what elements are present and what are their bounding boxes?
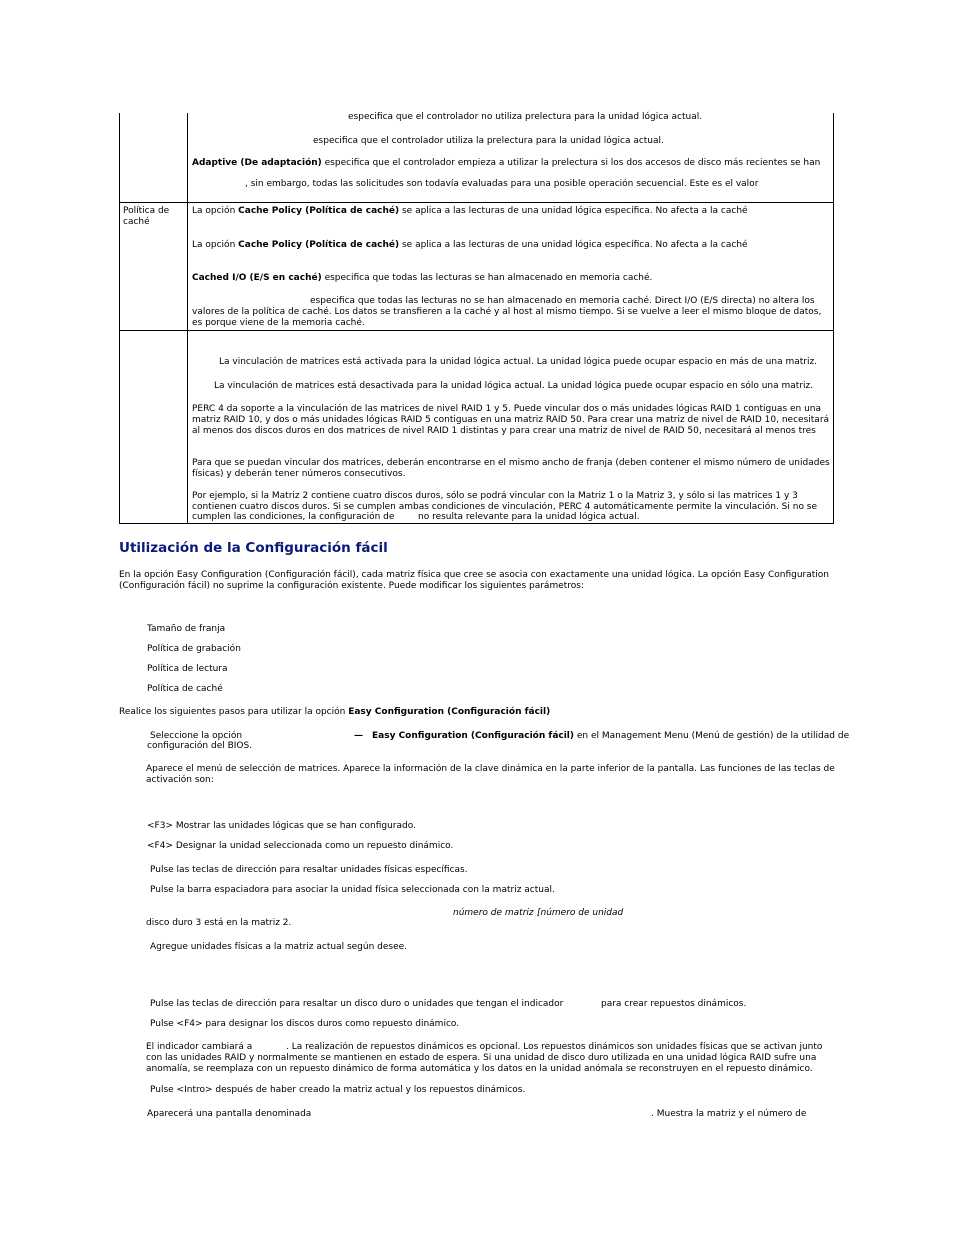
prefetch-adaptive-continued: , sin embargo, todas las solicitudes son todavía evaluadas para una posible operación secuencial. Este es el valor — [245, 179, 759, 189]
spanning-disabled-text: La vinculación de matrices está desactivada para la unidad lógica actual. La unidad lógica puede ocupar espacio en sólo una matriz. — [214, 381, 814, 391]
array-number-italic: número de matriz — [453, 908, 534, 918]
table-row-divider-1 — [119, 202, 834, 203]
cache-policy-paragraph-2: La opción Cache Policy (Política de caché) se aplica a las lecturas de una unidad lógica específica. No afecta a la caché — [192, 240, 748, 250]
table-row-divider-2 — [119, 330, 834, 331]
spanning-support-text: PERC 4 da soporte a la vinculación de las matrices de nivel RAID 1 y 5. Puede vincular dos o más unidades lógicas RAID 1 contiguas en una matriz RAID 10, y dos o más unidades lógicas RAID 5 contiguas en una matriz RAID 50. Para crear una matriz de nivel de RAID 10, necesitará al menos dos discos duros en dos matrices de nivel RAID 1 distintas y para crear una matriz de nivel de RAID 50, necesitará al menos tres — [192, 404, 830, 436]
prefetch-none-text: especifica que el controlador no utiliza prelectura para la unidad lógica actual. — [348, 112, 703, 122]
step-6-text: Pulse <F4> para designar los discos duros como repuesto dinámico. — [150, 1019, 460, 1029]
param-write-policy: Política de grabación — [147, 644, 241, 654]
prefetch-ahead-text: especifica que el controlador utiliza la prelectura para la unidad lógica actual. — [313, 136, 664, 146]
screen-note-continued: . Muestra la matriz y el número de — [651, 1109, 807, 1119]
step-1-dash: — — [354, 731, 363, 741]
cache-policy-label: Política de caché — [123, 206, 170, 227]
cache-policy-paragraph-1: La opción Cache Policy (Política de caché) se aplica a las lecturas de una unidad lógica específica. No afecta a la caché — [192, 206, 748, 216]
screen-note: Aparecerá una pantalla denominada — [147, 1109, 312, 1119]
spanning-example-line-3a: cumplen las condiciones, la configuración de — [192, 512, 395, 522]
step-1-text: Seleccione la opción — [150, 731, 243, 741]
step-3-text: Pulse la barra espaciadora para asociar la unidad física seleccionada con la matriz actual. — [150, 885, 555, 895]
spanning-example-line-2: contienen cuatro discos duros. Si se cumplen ambas condiciones de vinculación, PERC 4 automáticamente permite la vinculación. Si no se — [192, 502, 818, 512]
direct-io-continued: valores de la política de caché. Los datos se transfieren a la caché y al host al mismo tiempo. Si se vuelve a leer el mismo bloque de datos, es porque viene de la memoria caché. — [192, 307, 822, 328]
step-1-option: Easy Configuration (Configuración fácil) en el Management Menu (Menú de gestión) de la utilidad de — [372, 731, 850, 741]
prefetch-adaptive-text: Adaptive (De adaptación) especifica que el controlador empieza a utilizar la prelectura si los dos accesos de disco más recientes se han — [192, 158, 821, 168]
param-cache-policy: Política de caché — [147, 684, 223, 694]
step-5-text: Pulse las teclas de dirección para resaltar un disco duro o unidades que tengan el indicador — [150, 999, 564, 1009]
key-f4-text: <F4> Designar la unidad seleccionada como un repuesto dinámico. — [147, 841, 454, 851]
spanning-enabled-text: La vinculación de matrices está activada para la unidad lógica actual. La unidad lógica puede ocupar espacio en más de una matriz. — [219, 357, 818, 367]
step-1-continued: configuración del BIOS. — [147, 741, 253, 751]
step-7-text: Pulse <Intro> después de haber creado la matriz actual y los repuestos dinámicos. — [150, 1085, 526, 1095]
steps-intro: Realice los siguientes pasos para utilizar la opción Easy Configuration (Configuración fácil) — [119, 707, 551, 717]
section-intro: En la opción Easy Configuration (Configuración fácil), cada matriz física que cree se asocia con exactamente una unidad lógica. La opción Easy Configuration (Configuración fácil) no suprime la configuración existente. Puede modificar los siguientes parámetros: — [119, 570, 829, 591]
table-border-bottom — [119, 523, 834, 524]
cached-io-text: Cached I/O (E/S en caché) especifica que todas las lecturas se han almacenado en memoria caché. — [192, 273, 653, 283]
step-5-continued: para crear repuestos dinámicos. — [601, 999, 747, 1009]
hotspare-note: . La realización de repuestos dinámicos es opcional. Los repuestos dinámicos son unidades físicas que se activan junto con las unidades RAID y normalmente se mantienen en estado de espera. Si una unidad de disco duro utilizada en una unidad lógica RAID sufre una anomalía, se reemplaza con un repuesto dinámico de forma automática y los datos en la unidad anómala se reconstruyen en el repuesto dinámico. — [146, 1042, 823, 1074]
param-read-policy: Política de lectura — [147, 664, 228, 674]
spanning-condition-text: Para que se puedan vincular dos matrices, deberán encontrarse en el mismo ancho de franja (deben contener el mismo número de unidades físicas) y deberán tener números consecutivos. — [192, 458, 830, 479]
step-4-text: Agregue unidades físicas a la matriz actual según desee. — [150, 942, 408, 952]
section-title: Utilización de la Configuración fácil — [119, 540, 388, 556]
spanning-example-line-3b: no resulta relevante para la unidad lógica actual. — [418, 512, 640, 522]
key-f3-text: <F3> Mostrar las unidades lógicas que se han configurado. — [147, 821, 416, 831]
unit-number-italic: [número de unidad — [537, 908, 624, 918]
table-border-left — [119, 113, 120, 524]
table-column-divider — [187, 113, 188, 524]
spanning-example-line-1: Por ejemplo, si la Matriz 2 contiene cuatro discos duros, sólo se podrá vincular con la Matriz 1 o la Matriz 3, y sólo si las matrices 1 y 3 — [192, 491, 798, 501]
direct-io-line-1: especifica que todas las lecturas no se han almacenado en memoria caché. Direct I/O (E/S directa) no altera los — [310, 296, 815, 306]
step-2-text: Pulse las teclas de dirección para resaltar unidades físicas específicas. — [150, 865, 468, 875]
param-stripe-size: Tamaño de franja — [147, 624, 226, 634]
hotspare-indicator-text: El indicador cambiará a — [146, 1042, 253, 1052]
menu-note: Aparece el menú de selección de matrices. Aparece la información de la clave dinámica en la parte inferior de la pantalla. Las funciones de las teclas de activación son: — [146, 764, 835, 785]
table-border-right — [833, 113, 834, 524]
disk-note: disco duro 3 está en la matriz 2. — [146, 918, 292, 928]
